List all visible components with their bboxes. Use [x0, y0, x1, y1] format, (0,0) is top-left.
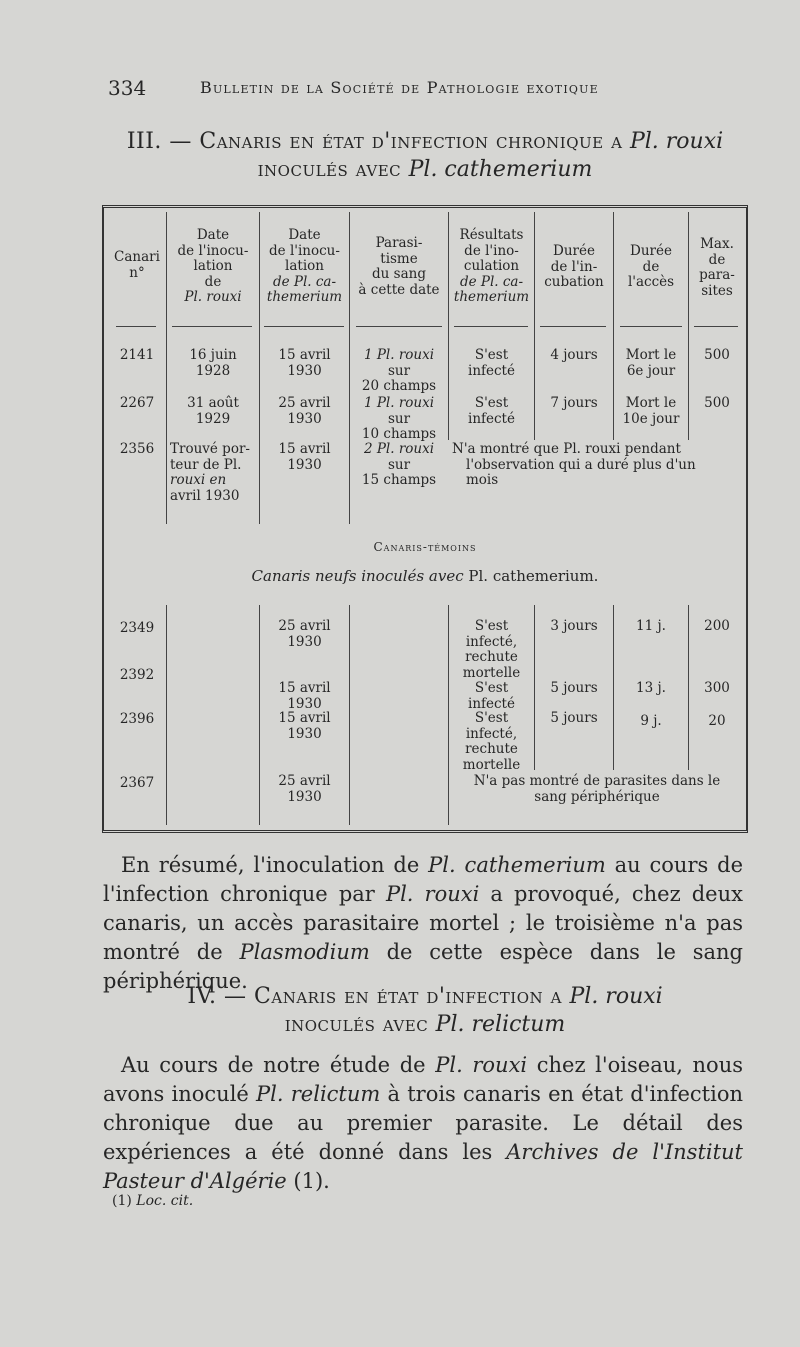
header-resultats: Résultats de l'ino- culation de Pl. ca- themerium — [453, 227, 530, 305]
running-title: Bulletin de la Société de Pathologie exotique — [200, 78, 599, 97]
header-date-rouxi: Date de l'inocu- lation de Pl. rouxi — [177, 227, 249, 305]
table-row: 2392 — [119, 667, 155, 683]
temoins-subtitle: Canaris neufs inoculés avec Pl. cathemerium. — [251, 567, 599, 585]
header-parasitisme: Parasi- tisme du sang à cette date — [358, 235, 440, 298]
book-page: 334 Bulletin de la Société de Pathologie exotique III. — Canaris en état d'infection chronique a Pl. rouxi inoculés avec Pl. cathemerium Canari n° Date de l'inocu- lation de Pl. rouxi Date de l'inocu- lation de Pl. ca- themerium Parasi- tisme du sang à cette date Résultats de l'ino- culation de Pl. ca- themerium Durée de l'in- cubation Durée de l'accès Max. de para- sites 2141 16 juin 1928 15 avril 1930 1 Pl. rouxi sur 20 champs S'est infecté 4 jours Mort le 6e jour 500 2267 31 août 1929 25 avril 1930 1 Pl. rouxi sur 10 champs S'est infecté 7 jours Mort le 10e jour 500 2356 Trouvé por- teur de Pl. rouxi en avril 1930 15 avril 1930 2 Pl. rouxi sur 15 champs N'a montré que Pl. rouxi pendant l'observation qui a duré plus d'un mois Canaris-témoins Canaris neufs inoculés avec Pl. cathemerium. 2349 25 avril 1930 S'est infecté, rechute mortelle 3 jours 11 j. 200 2392 15 avril 1930 S'est infecté 5 jours 13 j. 300 2396 15 avril 1930 S'est infecté, rechute mortelle 5 jours 9 j. 20 2367 25 avril 1930 N'a pas montré de parasites dans le sang périphérique En résumé, l'inoculation de Pl. cathemerium au cours de l'infection chronique par Pl. rouxi a provoqué, chez deux canaris, un accès parasitaire mortel ; le troisième n'a pas montré de Plasmodium de cette espèce dans le sang périphérique. IV. — Canaris en état d'infection a Pl. rouxi inoculés avec Pl. relictum Au cours de notre étude de Pl. rouxi chez l'oiseau, nous avons inoculé Pl. relictum à trois canaris en état d'infection chronique due au premier parasite. Le détail des expériences a été donné dans les Archives de l'Institut Pasteur d'Algérie (1). (1) Loc. cit. — [0, 0, 800, 1347]
row-note: N'a montré que Pl. rouxi pendant l'observation qui a duré plus d'un mois — [452, 441, 696, 488]
page-number: 334 — [108, 76, 147, 100]
header-max: Max. de para- sites — [699, 236, 735, 299]
table-row: 2367 — [119, 775, 155, 791]
header-date-cathemerium: Date de l'inocu- lation de Pl. ca- themerium — [266, 227, 343, 305]
page-header — [108, 76, 653, 102]
footnote: (1) Loc. cit. — [112, 1193, 194, 1209]
header-duree-incubation: Durée de l'in- cubation — [544, 243, 604, 290]
section-3-title: III. — Canaris en état d'infection chronique a Pl. rouxi inoculés avec Pl. cathemerium — [126, 129, 724, 182]
table-row: 2396 — [119, 711, 155, 727]
header-canari: Canari n° — [114, 249, 160, 281]
table-row: 2356 — [119, 441, 155, 457]
body-paragraph: Au cours de notre étude de Pl. rouxi chez l'oiseau, nous avons inoculé Pl. relictum à trois canaris en état d'infection chronique due au premier parasite. Le détail des expériences a été donné dans les Archives de l'Institut Pasteur d'Algérie (1). — [103, 1053, 744, 1193]
table-row: 2349 — [119, 620, 155, 636]
table-row: 2267 — [119, 395, 155, 411]
table-row: 2141 — [119, 347, 155, 363]
header-duree-acces: Durée de l'accès — [627, 243, 675, 290]
section-4-title: IV. — Canaris en état d'infection a Pl. rouxi inoculés avec Pl. relictum — [187, 984, 663, 1037]
row-note: N'a pas montré de parasites dans le sang périphérique — [473, 773, 721, 805]
temoins-title: Canaris-témoins — [373, 540, 477, 554]
summary-paragraph: En résumé, l'inoculation de Pl. cathemerium au cours de l'infection chronique par Pl. rouxi a provoqué, chez deux canaris, un accès parasitaire mortel ; le troisième n'a pas montré de Plasmodium de cette espèce dans le sang périphérique. — [103, 853, 744, 993]
